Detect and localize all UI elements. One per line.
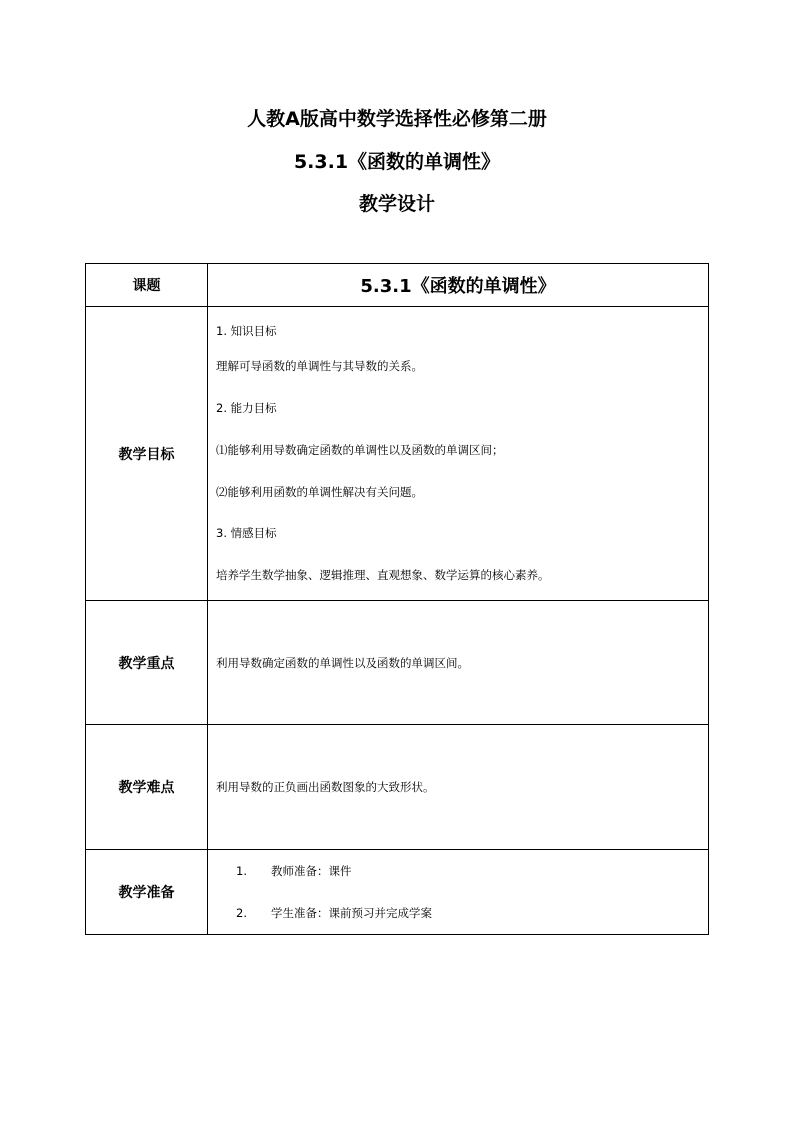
objective-line: ⑵能够利用函数的单调性解决有关问题。 [216,484,423,499]
objective-line: ⑴能够利用导数确定函数的单调性以及函数的单调区间； [216,442,504,457]
lesson-plan-table [85,263,709,935]
topic-value: 5.3.1《函数的单调性》 [208,264,709,307]
document-subtitle: 教学设计 [358,193,435,215]
list-item [216,850,708,892]
key-points-text: 利用导数确定函数的单调性以及函数的单调区间。 [208,601,709,725]
list-item-text: 教师准备：课件 [271,864,352,878]
preparation-label: 教学准备 [86,850,208,935]
topic-label: 课题 [86,264,208,307]
table-row-topic [86,264,709,307]
objective-line: 理解可导函数的单调性与其导数的关系。 [216,359,423,374]
list-item-number: 2. [236,906,247,920]
objective-line: 2. 能力目标 [216,400,277,415]
objectives-content [208,307,709,601]
table-row-preparation [86,850,709,935]
objectives-label: 教学目标 [86,307,208,601]
preparation-content [208,850,709,935]
difficulties-text: 利用导数的正负画出函数图象的大致形状。 [208,725,709,850]
list-item-number: 1. [236,864,247,878]
table-row-objectives [86,307,709,601]
table-row-difficulties [86,725,709,850]
table-row-key-points [86,601,709,725]
difficulties-label: 教学难点 [86,725,208,850]
objective-line: 1. 知识目标 [216,324,277,339]
list-item-text: 学生准备：课前预习并完成学案 [271,906,432,920]
document-title: 人教A版高中数学选择性必修第二册 [247,108,547,130]
list-item [216,892,708,934]
objective-line: 培养学生数学抽象、逻辑推理、直观想象、数学运算的核心素养。 [216,568,550,583]
lesson-title: 5.3.1《函数的单调性》 [293,151,501,173]
key-points-label: 教学重点 [86,601,208,725]
objective-line: 3. 情感目标 [216,526,277,541]
